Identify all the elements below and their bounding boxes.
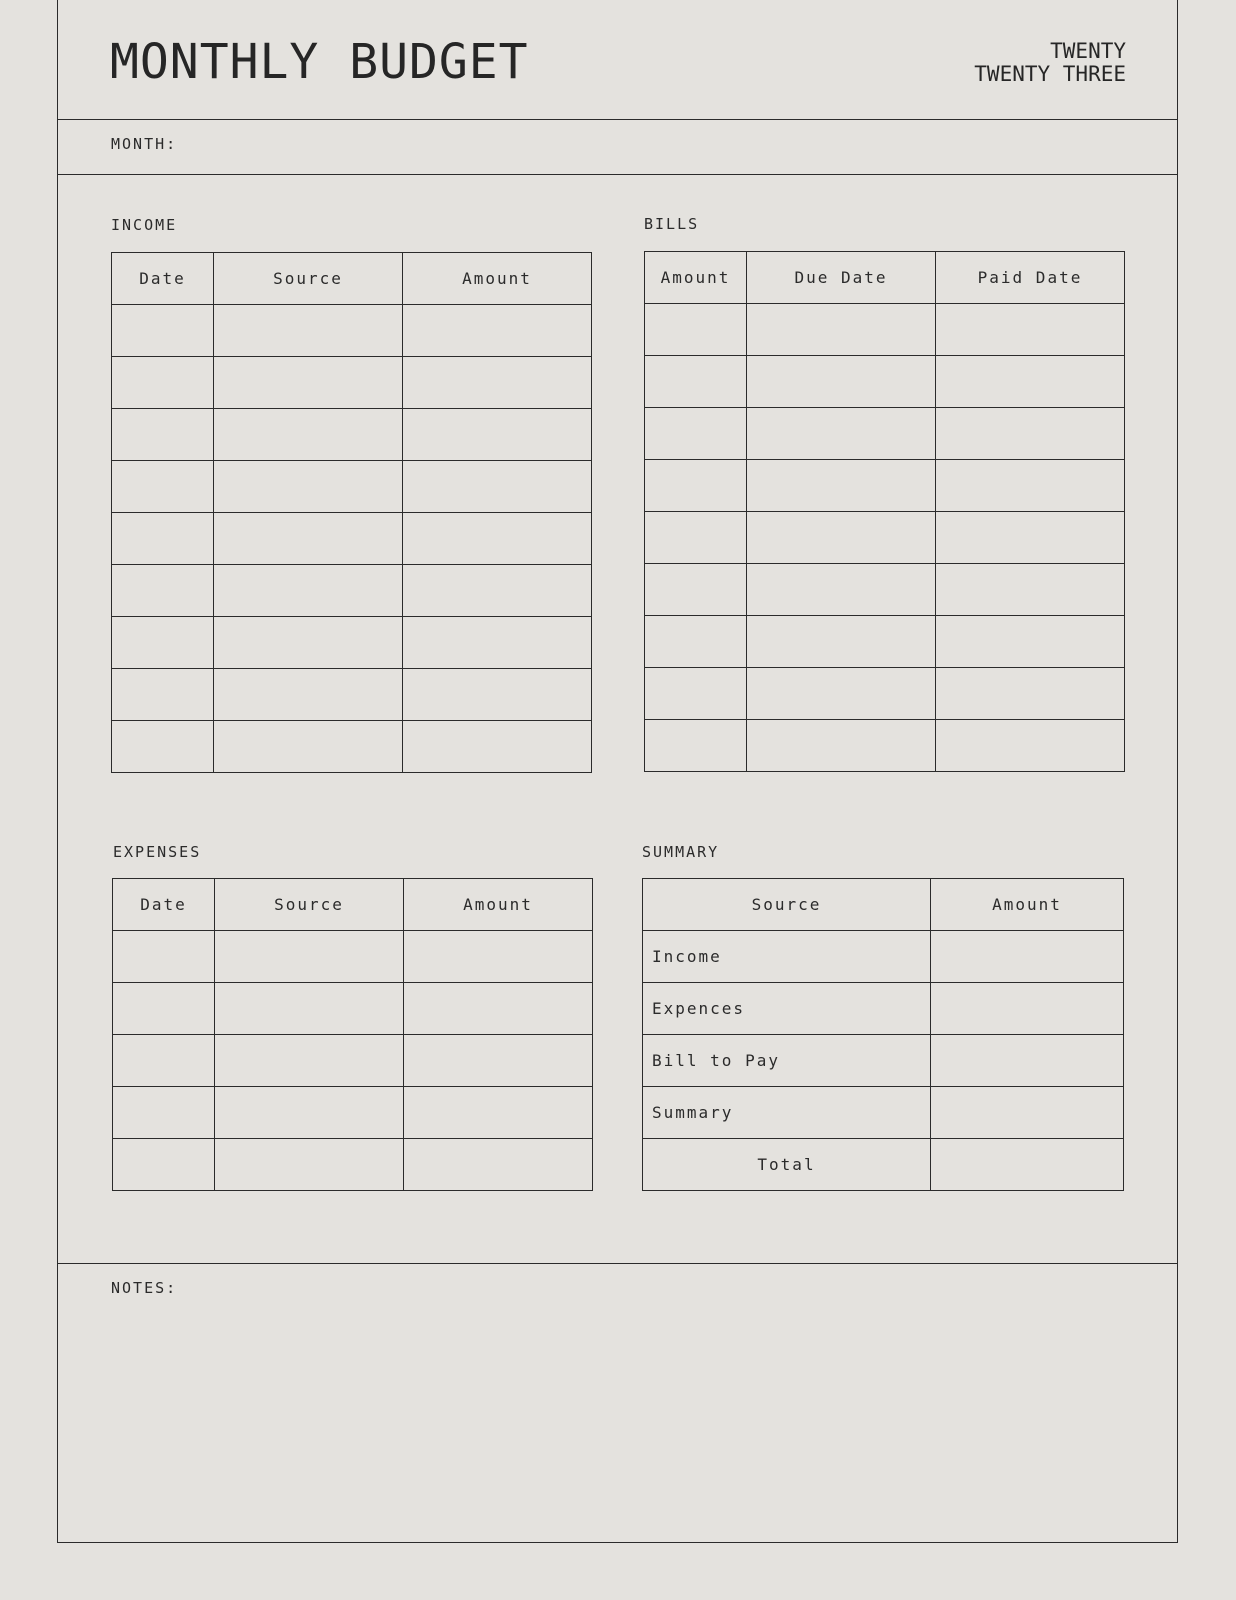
year-label: [974, 40, 1126, 86]
table-cell[interactable]: [113, 983, 215, 1035]
bills-label: BILLS: [644, 215, 700, 233]
summary-amount-cell[interactable]: [931, 931, 1124, 983]
bills-row: [645, 668, 1125, 720]
income-col-source: Source: [214, 253, 403, 305]
table-cell[interactable]: [645, 616, 747, 668]
table-cell[interactable]: [214, 305, 403, 357]
bills-row: [645, 564, 1125, 616]
table-cell[interactable]: [747, 616, 936, 668]
summary-row-bill-to-pay: [643, 1035, 1124, 1087]
summary-row-label: Expences: [643, 983, 931, 1035]
table-cell[interactable]: [645, 512, 747, 564]
table-cell[interactable]: [747, 408, 936, 460]
table-cell[interactable]: [936, 616, 1125, 668]
table-cell[interactable]: [214, 565, 403, 617]
table-cell[interactable]: [403, 305, 592, 357]
table-cell[interactable]: [404, 1035, 593, 1087]
table-cell[interactable]: [112, 669, 214, 721]
summary-amount-cell[interactable]: [931, 1035, 1124, 1087]
table-cell[interactable]: [113, 1035, 215, 1087]
bills-table: [644, 251, 1125, 772]
table-cell[interactable]: [112, 565, 214, 617]
table-cell[interactable]: [215, 1139, 404, 1191]
table-cell[interactable]: [403, 721, 592, 773]
table-cell[interactable]: [404, 983, 593, 1035]
income-row: [112, 357, 592, 409]
table-cell[interactable]: [936, 304, 1125, 356]
summary-label: SUMMARY: [642, 843, 720, 861]
table-cell[interactable]: [403, 669, 592, 721]
table-cell[interactable]: [645, 304, 747, 356]
summary-row-income: [643, 931, 1124, 983]
table-cell[interactable]: [214, 357, 403, 409]
summary-col-source: Source: [643, 879, 931, 931]
bills-row: [645, 460, 1125, 512]
month-label: MONTH:: [111, 135, 178, 153]
bills-row: [645, 616, 1125, 668]
table-cell[interactable]: [747, 720, 936, 772]
table-cell[interactable]: [113, 1139, 215, 1191]
table-cell[interactable]: [645, 356, 747, 408]
expenses-label: EXPENSES: [113, 843, 202, 861]
table-cell[interactable]: [645, 668, 747, 720]
table-cell[interactable]: [747, 564, 936, 616]
income-row: [112, 617, 592, 669]
table-cell[interactable]: [403, 565, 592, 617]
table-cell[interactable]: [403, 461, 592, 513]
table-cell[interactable]: [112, 513, 214, 565]
income-col-date: Date: [112, 253, 214, 305]
table-cell[interactable]: [214, 669, 403, 721]
table-cell[interactable]: [747, 304, 936, 356]
income-row: [112, 461, 592, 513]
table-cell[interactable]: [113, 1087, 215, 1139]
year-line-1: TWENTY: [1050, 39, 1126, 63]
bills-col-due-date: Due Date: [747, 252, 936, 304]
divider-month: [57, 174, 1178, 175]
table-cell[interactable]: [936, 720, 1125, 772]
summary-amount-cell[interactable]: [931, 983, 1124, 1035]
table-cell[interactable]: [214, 617, 403, 669]
expenses-col-source: Source: [215, 879, 404, 931]
income-header-row: [112, 253, 592, 305]
summary-header-row: [643, 879, 1124, 931]
notes-area[interactable]: [100, 1305, 1160, 1530]
expenses-row: [113, 1139, 593, 1191]
table-cell[interactable]: [936, 668, 1125, 720]
bills-header-row: [645, 252, 1125, 304]
table-cell[interactable]: [936, 564, 1125, 616]
table-cell[interactable]: [113, 931, 215, 983]
table-cell[interactable]: [215, 983, 404, 1035]
table-cell[interactable]: [112, 409, 214, 461]
summary-total-label: Total: [643, 1139, 931, 1191]
income-row: [112, 565, 592, 617]
expenses-col-date: Date: [113, 879, 215, 931]
summary-row-label: Summary: [643, 1087, 931, 1139]
table-cell[interactable]: [404, 1139, 593, 1191]
table-cell[interactable]: [215, 931, 404, 983]
expenses-header-row: [113, 879, 593, 931]
divider-header: [57, 119, 1178, 120]
expenses-row: [113, 983, 593, 1035]
expenses-row: [113, 1035, 593, 1087]
table-cell[interactable]: [112, 357, 214, 409]
summary-row-expences: [643, 983, 1124, 1035]
table-cell[interactable]: [112, 461, 214, 513]
bills-row: [645, 512, 1125, 564]
bills-row: [645, 356, 1125, 408]
table-cell[interactable]: [215, 1035, 404, 1087]
income-row: [112, 721, 592, 773]
summary-table: [642, 878, 1124, 1191]
bills-col-amount: Amount: [645, 252, 747, 304]
table-cell[interactable]: [645, 720, 747, 772]
table-cell[interactable]: [214, 409, 403, 461]
table-cell[interactable]: [112, 617, 214, 669]
table-cell[interactable]: [214, 461, 403, 513]
expenses-col-amount: Amount: [404, 879, 593, 931]
divider-notes: [57, 1263, 1178, 1264]
table-cell[interactable]: [404, 1087, 593, 1139]
page-title: MONTHLY BUDGET: [110, 34, 529, 90]
income-row: [112, 669, 592, 721]
expenses-row: [113, 1087, 593, 1139]
table-cell[interactable]: [936, 512, 1125, 564]
income-row: [112, 513, 592, 565]
table-cell[interactable]: [403, 513, 592, 565]
table-cell[interactable]: [747, 668, 936, 720]
table-cell[interactable]: [645, 460, 747, 512]
table-cell[interactable]: [747, 356, 936, 408]
expenses-row: [113, 931, 593, 983]
table-cell[interactable]: [645, 564, 747, 616]
table-cell[interactable]: [936, 356, 1125, 408]
table-cell[interactable]: [403, 617, 592, 669]
bills-col-paid-date: Paid Date: [936, 252, 1125, 304]
table-cell[interactable]: [215, 1087, 404, 1139]
bills-row: [645, 720, 1125, 772]
table-cell[interactable]: [645, 408, 747, 460]
summary-total-cell[interactable]: [931, 1139, 1124, 1191]
table-cell[interactable]: [112, 305, 214, 357]
summary-row-label: Income: [643, 931, 931, 983]
table-cell[interactable]: [747, 512, 936, 564]
notes-label: NOTES:: [111, 1279, 178, 1297]
table-cell[interactable]: [403, 357, 592, 409]
table-cell[interactable]: [112, 721, 214, 773]
table-cell[interactable]: [404, 931, 593, 983]
income-row: [112, 305, 592, 357]
income-col-amount: Amount: [403, 253, 592, 305]
table-cell[interactable]: [214, 721, 403, 773]
income-label: INCOME: [111, 216, 178, 234]
expenses-table: [112, 878, 593, 1191]
income-table: [111, 252, 592, 773]
summary-row-total: [643, 1139, 1124, 1191]
table-cell[interactable]: [936, 408, 1125, 460]
table-cell[interactable]: [747, 460, 936, 512]
year-line-2: TWENTY THREE: [974, 62, 1126, 86]
summary-col-amount: Amount: [931, 879, 1124, 931]
table-cell[interactable]: [403, 409, 592, 461]
summary-row-label: Bill to Pay: [643, 1035, 931, 1087]
summary-amount-cell[interactable]: [931, 1087, 1124, 1139]
bills-row: [645, 304, 1125, 356]
bills-row: [645, 408, 1125, 460]
summary-row-summary: [643, 1087, 1124, 1139]
table-cell[interactable]: [936, 460, 1125, 512]
table-cell[interactable]: [214, 513, 403, 565]
income-row: [112, 409, 592, 461]
